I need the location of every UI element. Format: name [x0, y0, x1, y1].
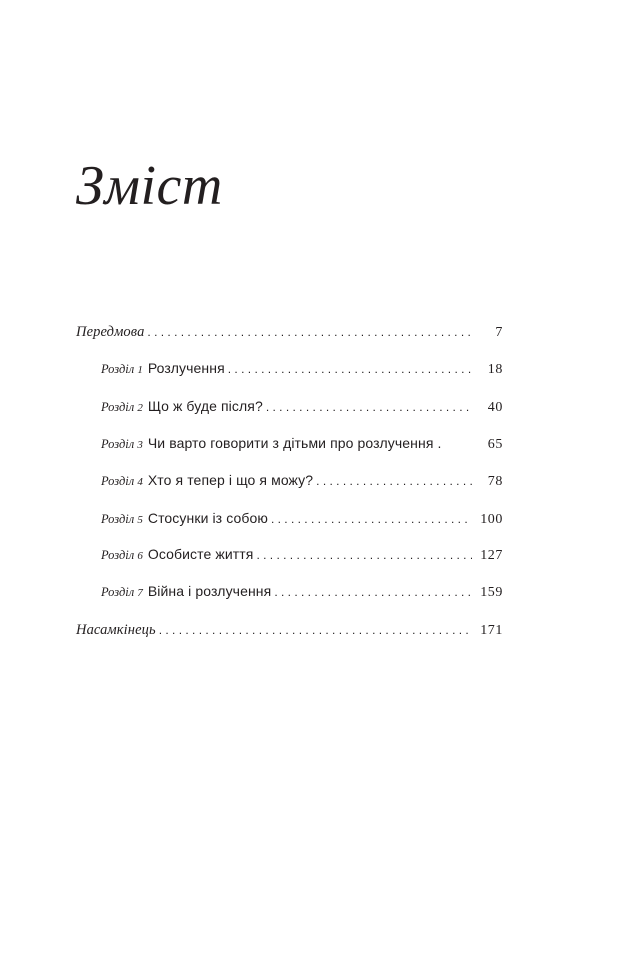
- chapter-label: Розділ 3: [101, 437, 143, 451]
- toc-entry-preface[interactable]: [76, 321, 503, 343]
- dot-leader: [271, 508, 472, 530]
- toc-page-number: 18: [487, 362, 503, 377]
- dot-leader: [256, 544, 472, 566]
- dot-leader: [228, 358, 473, 380]
- dot-leader: [274, 581, 472, 603]
- toc-page-number: 127: [480, 548, 503, 563]
- toc-entry-afterword[interactable]: [76, 619, 503, 641]
- toc-page-number: 40: [487, 400, 503, 415]
- toc-entry-title: Що ж буде після?: [147, 398, 263, 414]
- toc-page-number: 78: [487, 474, 503, 489]
- toc-entry-title: Чи варто говорити з дітьми про розлучення .: [147, 435, 442, 451]
- dot-leader: [147, 321, 473, 343]
- toc-page-number: 65: [487, 437, 503, 452]
- dot-leader: [266, 396, 473, 418]
- toc-entry-title: Передмова: [76, 324, 145, 340]
- toc-entry-chapter-5[interactable]: [101, 507, 503, 529]
- toc-entry-chapter-2[interactable]: [101, 395, 503, 417]
- chapter-label: Розділ 6: [101, 548, 143, 562]
- toc-entry-chapter-1[interactable]: [101, 357, 503, 379]
- toc-entry-chapter-4[interactable]: [101, 469, 503, 491]
- toc-entry-title: Розлучення: [147, 360, 225, 376]
- toc-entry-title: Хто я тепер і що я можу?: [147, 472, 314, 488]
- toc-entry-title: Особисте життя: [147, 546, 254, 562]
- toc-page-number: 100: [480, 512, 503, 527]
- toc-entry-chapter-3[interactable]: [101, 432, 503, 454]
- page-title: Зміст: [76, 155, 223, 217]
- chapter-label: Розділ 2: [101, 400, 143, 414]
- toc-entry-title: Війна і розлучення: [147, 583, 272, 599]
- chapter-label: Розділ 1: [101, 362, 143, 376]
- toc-page-number: 7: [495, 325, 503, 340]
- toc-entry-chapter-7[interactable]: [101, 580, 503, 602]
- toc-entry-title: Стосунки із собою: [147, 510, 268, 526]
- chapter-label: Розділ 5: [101, 512, 143, 526]
- chapter-label: Розділ 4: [101, 474, 143, 488]
- chapter-label: Розділ 7: [101, 585, 143, 599]
- toc-entry-title: Насамкінець: [76, 622, 156, 638]
- toc-page-number: 171: [480, 623, 503, 638]
- dot-leader: [316, 470, 473, 492]
- toc-page-number: 159: [480, 585, 503, 600]
- dot-leader: [159, 619, 473, 641]
- toc-entry-chapter-6[interactable]: [101, 543, 503, 565]
